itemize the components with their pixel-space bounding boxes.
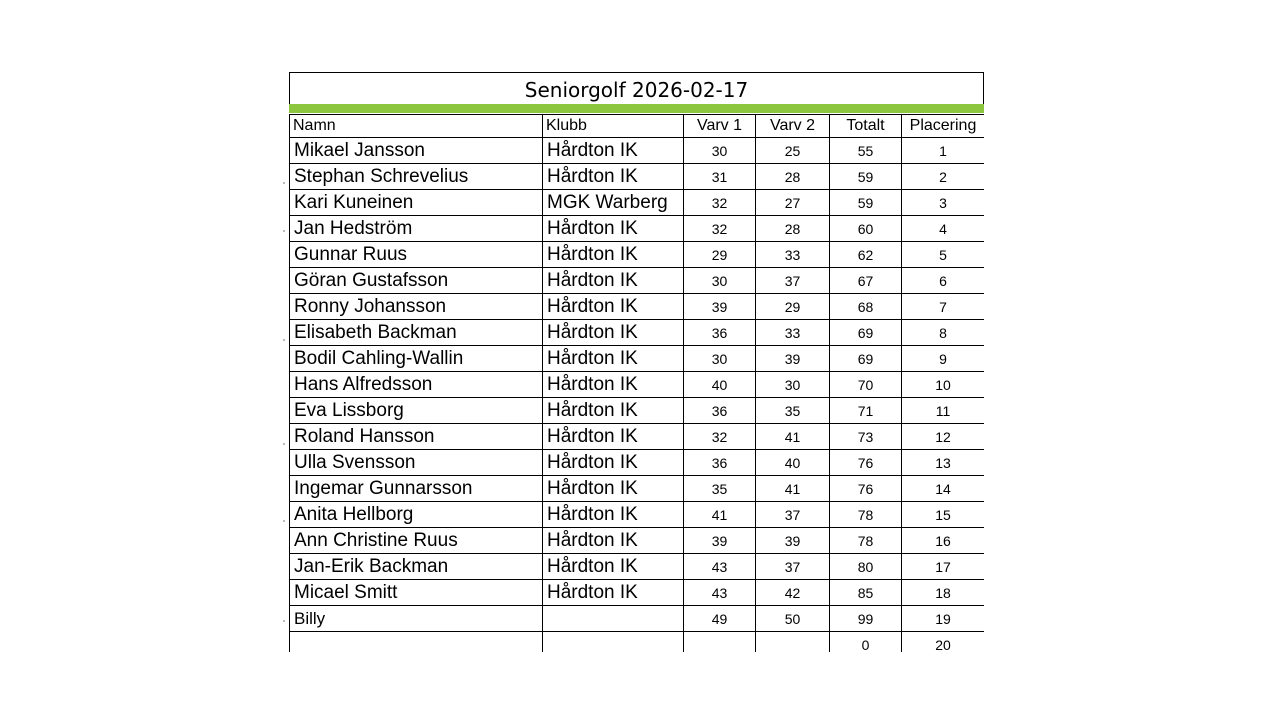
varv2-cell: 33: [756, 320, 830, 346]
placering-cell: 15: [902, 502, 985, 528]
varv2-cell: 37: [756, 554, 830, 580]
totalt-cell: 80: [830, 554, 902, 580]
varv1-cell: 41: [684, 502, 756, 528]
varv2-cell: 50: [756, 606, 830, 632]
varv1-cell: 30: [684, 138, 756, 164]
name-cell: Mikael Jansson: [290, 138, 543, 164]
totalt-cell: 69: [830, 346, 902, 372]
table-row: [290, 294, 985, 320]
totalt-cell: 71: [830, 398, 902, 424]
varv2-cell: 29: [756, 294, 830, 320]
club-cell: [543, 606, 684, 632]
varv1-cell: 32: [684, 190, 756, 216]
table-row: [290, 398, 985, 424]
col-header-klubb: Klubb: [543, 115, 684, 138]
club-cell: Hårdton IK: [543, 580, 684, 606]
varv1-cell: 35: [684, 476, 756, 502]
name-cell: Ulla Svensson: [290, 450, 543, 476]
name-cell: Micael Smitt: [290, 580, 543, 606]
varv1-cell: 39: [684, 294, 756, 320]
totalt-cell: 69: [830, 320, 902, 346]
varv2-cell: 40: [756, 450, 830, 476]
placering-cell: 1: [902, 138, 985, 164]
varv1-cell: 31: [684, 164, 756, 190]
varv1-cell: 32: [684, 424, 756, 450]
club-cell: Hårdton IK: [543, 346, 684, 372]
club-cell: Hårdton IK: [543, 320, 684, 346]
varv1-cell: [684, 632, 756, 653]
varv1-cell: 30: [684, 346, 756, 372]
table-row: [290, 606, 985, 632]
totalt-cell: 59: [830, 164, 902, 190]
club-cell: Hårdton IK: [543, 294, 684, 320]
varv2-cell: [756, 632, 830, 653]
name-cell: Bodil Cahling-Wallin: [290, 346, 543, 372]
table-row: [290, 476, 985, 502]
placering-cell: 6: [902, 268, 985, 294]
col-header-namn: Namn: [290, 115, 543, 138]
totalt-cell: 78: [830, 528, 902, 554]
name-cell: Hans Alfredsson: [290, 372, 543, 398]
placering-cell: 3: [902, 190, 985, 216]
varv2-cell: 39: [756, 528, 830, 554]
varv2-cell: 25: [756, 138, 830, 164]
club-cell: Hårdton IK: [543, 216, 684, 242]
totalt-cell: 70: [830, 372, 902, 398]
table-row: [290, 138, 985, 164]
varv2-cell: 35: [756, 398, 830, 424]
table-row: [290, 502, 985, 528]
club-cell: Hårdton IK: [543, 528, 684, 554]
totalt-cell: 67: [830, 268, 902, 294]
club-cell: Hårdton IK: [543, 138, 684, 164]
varv2-cell: 33: [756, 242, 830, 268]
totalt-cell: 85: [830, 580, 902, 606]
placering-cell: 9: [902, 346, 985, 372]
totalt-cell: 78: [830, 502, 902, 528]
totalt-cell: 62: [830, 242, 902, 268]
club-cell: MGK Warberg: [543, 190, 684, 216]
placering-cell: 4: [902, 216, 985, 242]
table-row: [290, 346, 985, 372]
varv1-cell: 36: [684, 398, 756, 424]
name-cell: Ann Christine Ruus: [290, 528, 543, 554]
name-cell: Stephan Schrevelius: [290, 164, 543, 190]
varv2-cell: 39: [756, 346, 830, 372]
table-row: [290, 242, 985, 268]
varv1-cell: 36: [684, 320, 756, 346]
placering-cell: 16: [902, 528, 985, 554]
varv2-cell: 28: [756, 216, 830, 242]
totalt-cell: 76: [830, 476, 902, 502]
club-cell: Hårdton IK: [543, 242, 684, 268]
name-cell: [290, 632, 543, 653]
table-row: [290, 632, 985, 653]
varv1-cell: 40: [684, 372, 756, 398]
placering-cell: 20: [902, 632, 985, 653]
header-row: [290, 115, 985, 138]
table-row: [290, 268, 985, 294]
placering-cell: 8: [902, 320, 985, 346]
col-header-totalt: Totalt: [830, 115, 902, 138]
col-header-varv1: Varv 1: [684, 115, 756, 138]
accent-bar: [289, 104, 984, 113]
name-cell: Ronny Johansson: [290, 294, 543, 320]
table-row: [290, 554, 985, 580]
totalt-cell: 76: [830, 450, 902, 476]
totalt-cell: 99: [830, 606, 902, 632]
placering-cell: 7: [902, 294, 985, 320]
results-table: [289, 114, 984, 652]
varv2-cell: 37: [756, 268, 830, 294]
club-cell: Hårdton IK: [543, 164, 684, 190]
club-cell: Hårdton IK: [543, 398, 684, 424]
name-cell: Gunnar Ruus: [290, 242, 543, 268]
club-cell: Hårdton IK: [543, 450, 684, 476]
placering-cell: 18: [902, 580, 985, 606]
club-cell: Hårdton IK: [543, 502, 684, 528]
varv2-cell: 42: [756, 580, 830, 606]
varv1-cell: 43: [684, 554, 756, 580]
totalt-cell: 68: [830, 294, 902, 320]
varv1-cell: 30: [684, 268, 756, 294]
placering-cell: 10: [902, 372, 985, 398]
club-cell: Hårdton IK: [543, 372, 684, 398]
club-cell: Hårdton IK: [543, 424, 684, 450]
totalt-cell: 55: [830, 138, 902, 164]
varv2-cell: 30: [756, 372, 830, 398]
club-cell: Hårdton IK: [543, 268, 684, 294]
name-cell: Roland Hansson: [290, 424, 543, 450]
varv2-cell: 27: [756, 190, 830, 216]
name-cell: Jan Hedström: [290, 216, 543, 242]
club-cell: Hårdton IK: [543, 554, 684, 580]
name-cell: Eva Lissborg: [290, 398, 543, 424]
varv1-cell: 29: [684, 242, 756, 268]
varv1-cell: 32: [684, 216, 756, 242]
varv1-cell: 39: [684, 528, 756, 554]
placering-cell: 13: [902, 450, 985, 476]
placering-cell: 12: [902, 424, 985, 450]
table-row: [290, 424, 985, 450]
club-cell: [543, 632, 684, 653]
table-row: [290, 528, 985, 554]
results-sheet: [289, 72, 984, 652]
name-cell: Anita Hellborg: [290, 502, 543, 528]
name-cell: Göran Gustafsson: [290, 268, 543, 294]
totalt-cell: 60: [830, 216, 902, 242]
placering-cell: 14: [902, 476, 985, 502]
varv2-cell: 28: [756, 164, 830, 190]
varv1-cell: 43: [684, 580, 756, 606]
varv2-cell: 41: [756, 424, 830, 450]
name-cell: Kari Kuneinen: [290, 190, 543, 216]
placering-cell: 5: [902, 242, 985, 268]
table-row: [290, 450, 985, 476]
varv2-cell: 37: [756, 502, 830, 528]
totalt-cell: 73: [830, 424, 902, 450]
totalt-cell: 0: [830, 632, 902, 653]
name-cell: Billy: [290, 606, 543, 632]
club-cell: Hårdton IK: [543, 476, 684, 502]
totalt-cell: 59: [830, 190, 902, 216]
placering-cell: 19: [902, 606, 985, 632]
table-row: [290, 580, 985, 606]
varv2-cell: 41: [756, 476, 830, 502]
table-row: [290, 320, 985, 346]
table-row: [290, 372, 985, 398]
table-row: [290, 190, 985, 216]
placering-cell: 2: [902, 164, 985, 190]
name-cell: Ingemar Gunnarsson: [290, 476, 543, 502]
varv1-cell: 36: [684, 450, 756, 476]
name-cell: Elisabeth Backman: [290, 320, 543, 346]
placering-cell: 11: [902, 398, 985, 424]
placering-cell: 17: [902, 554, 985, 580]
sheet-title: Seniorgolf 2026-02-17: [289, 72, 984, 104]
name-cell: Jan-Erik Backman: [290, 554, 543, 580]
table-row: [290, 216, 985, 242]
varv1-cell: 49: [684, 606, 756, 632]
table-row: [290, 164, 985, 190]
col-header-varv2: Varv 2: [756, 115, 830, 138]
col-header-placering: Placering: [902, 115, 985, 138]
